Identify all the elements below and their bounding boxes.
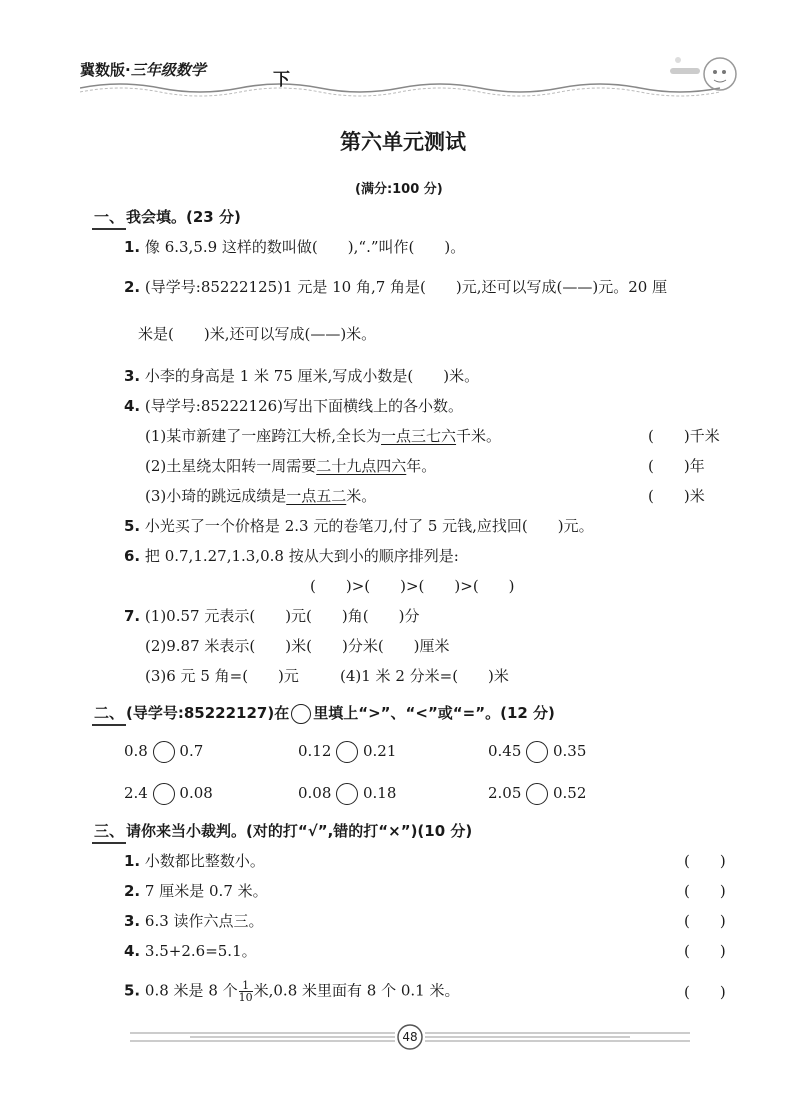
- q3-3: 3. 6.3 读作六点三。: [124, 912, 264, 930]
- q1-7-3: (3)6 元 5 角=( )元: [145, 667, 299, 685]
- compare-circle[interactable]: [153, 783, 175, 805]
- q3-1-answer[interactable]: ( ): [684, 852, 726, 870]
- q2-row-2-item-1[interactable]: 2.4 0.08: [124, 783, 213, 805]
- q3-2: 2. 7 厘米是 0.7 米。: [124, 882, 268, 900]
- header-band: [80, 58, 740, 98]
- q1-3: 3. 小李的身高是 1 米 75 厘米,写成小数是( )米。: [124, 367, 480, 385]
- header-volume: 下: [273, 70, 290, 90]
- q3-1: 1. 小数都比整数小。: [124, 852, 265, 870]
- q2-row-2-item-3[interactable]: 2.05 0.52: [488, 783, 586, 805]
- q1-6-order: ( )>( )>( )>( ): [310, 577, 515, 595]
- q2-row-1-item-2[interactable]: 0.12 0.21: [298, 741, 396, 763]
- section-1-heading: [92, 207, 241, 227]
- q1-4: 4. (导学号:85222126)写出下面横线上的各小数。: [124, 397, 464, 415]
- q2-row-1-item-1[interactable]: 0.8 0.7: [124, 741, 203, 763]
- header-edition: 冀数版: [80, 61, 126, 79]
- section-3-heading: [92, 821, 472, 841]
- q1-4-3-answer: ( )米: [648, 487, 705, 505]
- q3-4-answer[interactable]: ( ): [684, 942, 726, 960]
- fraction-one-tenth: $\frac{1}{10}$: [238, 979, 253, 1004]
- q2-row-1-item-3[interactable]: 0.45 0.35: [488, 741, 586, 763]
- q1-4-2-answer: ( )年: [648, 457, 705, 475]
- q1-4-1: (1)某市新建了一座跨江大桥,全长为一点三七六千米。: [145, 427, 502, 445]
- compare-circle[interactable]: [336, 741, 358, 763]
- header-mascot-icon: [660, 50, 740, 94]
- compare-circle[interactable]: [526, 741, 548, 763]
- page-number: 48: [402, 1030, 418, 1044]
- q3-5: 5. 0.8 米是 8 个 $\frac{1}{10}$ 米,0.8 米里面有 8 个 0.1 米。: [124, 979, 460, 1004]
- score-note: (满分:100 分): [355, 182, 443, 197]
- compare-circle[interactable]: [526, 783, 548, 805]
- circle-icon: [291, 704, 311, 724]
- header-dot: ·: [125, 61, 131, 79]
- header-grade: 三年级数学: [130, 61, 206, 79]
- q1-5: 5. 小光买了一个价格是 2.3 元的卷笔刀,付了 5 元钱,应找回( )元。: [124, 517, 594, 535]
- q3-5-answer[interactable]: ( ): [684, 983, 726, 1001]
- q1-4-3: (3)小琦的跳远成绩是一点五二米。: [145, 487, 377, 505]
- q1-7-4: (4)1 米 2 分米=( )米: [340, 667, 509, 685]
- q1-4-2: (2)土星绕太阳转一周需要二十九点四六年。: [145, 457, 437, 475]
- section-1-title: 我会填。(23 分): [126, 208, 241, 226]
- q1-7-1: 7. (1)0.57 元表示( )元( )角( )分: [124, 607, 420, 625]
- q3-3-answer[interactable]: ( ): [684, 912, 726, 930]
- q3-4: 4. 3.5+2.6=5.1。: [124, 942, 257, 960]
- q1-2-cont: 米是( )米,还可以写成(——)米。: [138, 325, 377, 343]
- q1-7-2: (2)9.87 米表示( )米( )分米( )厘米: [145, 637, 450, 655]
- section-3-title: 请你来当小裁判。(对的打“√”,错的打“×”)(10 分): [126, 822, 473, 840]
- q1-4-1-answer: ( )千米: [648, 427, 720, 445]
- compare-circle[interactable]: [153, 741, 175, 763]
- q1-2: 2. (导学号:85222125)1 元是 10 角,7 角是( )元,还可以写成(——)元。20 厘: [124, 278, 668, 296]
- section-2-number: 二、: [94, 704, 125, 722]
- q1-1: 1. 像 6.3,5.9 这样的数叫做( ),“.”叫作( )。: [124, 238, 466, 256]
- section-1-number: 一、: [94, 208, 125, 226]
- q2-row-2-item-2[interactable]: 0.08 0.18: [298, 783, 396, 805]
- compare-circle[interactable]: [336, 783, 358, 805]
- section-3-number: 三、: [94, 822, 125, 840]
- q1-6: 6. 把 0.7,1.27,1.3,0.8 按从大到小的顺序排列是:: [124, 547, 459, 565]
- q3-2-answer[interactable]: ( ): [684, 882, 726, 900]
- section-2-heading: 二、 (导学号:85222127)在 里填上“>”、“<”或“=”。(12 分): [94, 704, 555, 722]
- page-title: 第六单元测试: [340, 129, 466, 154]
